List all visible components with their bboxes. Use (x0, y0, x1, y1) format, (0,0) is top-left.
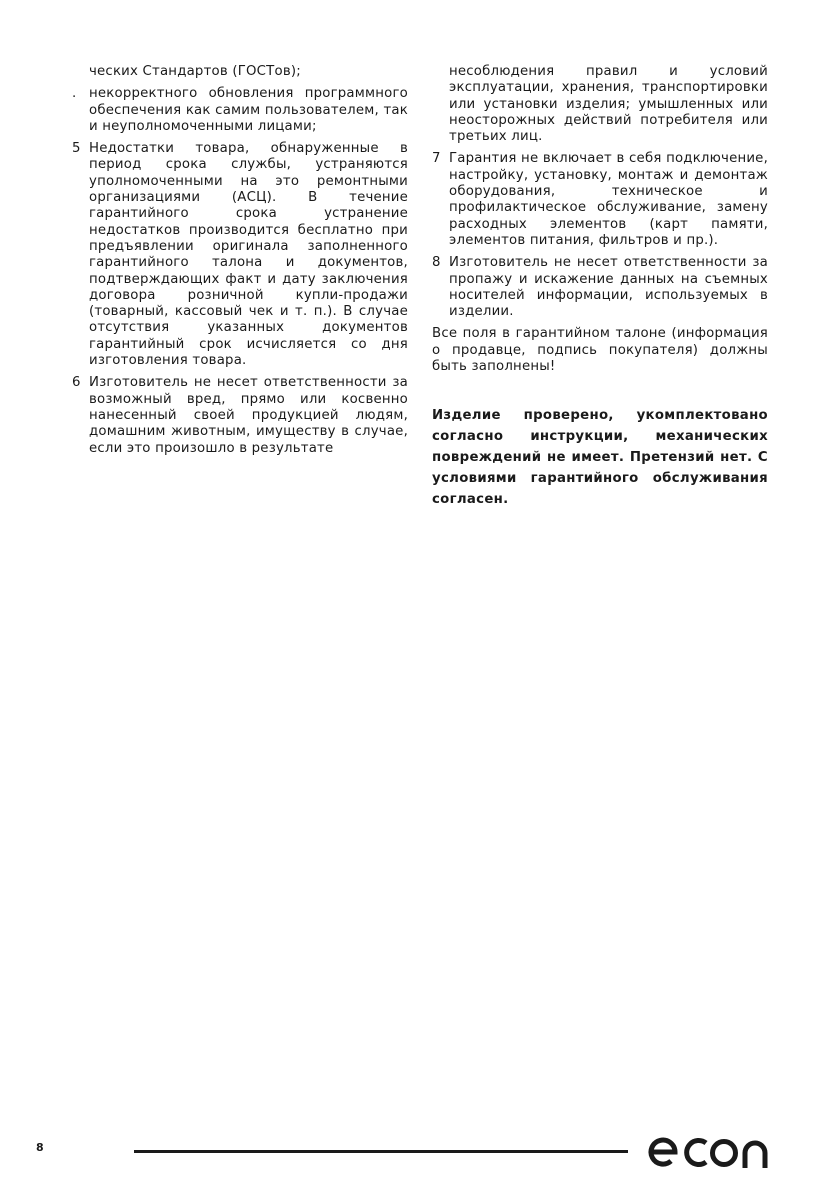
item-number: 7 (432, 151, 441, 167)
econ-logo (647, 1128, 769, 1170)
list-item-5 (72, 141, 408, 369)
acceptance-note: Изделие проверено, укомплектовано согласно инструкции, механических повреждений не имеет. Претензий нет. С условиями гарантийного обслуживания согласен. (432, 408, 768, 508)
fields-note: Все поля в гарантийном талоне (информация о продавце, подпись покупателя) должны быть заполнены! (432, 326, 768, 375)
item-text: Гарантия не включает в себя подключение, настройку, установку, монтаж и демонтаж оборудования, техническое и профилактическое обслуживание, замену расходных элементов (карт памяти, элементов питания, фильтров и пр.). (449, 151, 768, 248)
continued-paragraph: несоблюдения правил и условий эксплуатации, хранения, транспортировки или установки изделия; умышленных или неосторожных действий потребителя или третьих лиц. (449, 64, 768, 145)
continued-line: ческих Стандартов (ГОСТов); (89, 64, 301, 79)
list-item-7 (432, 151, 768, 249)
item-text: Изготовитель не несет ответственности за возможный вред, прямо или косвенно нанесенный своей продукцией людям, домашним животным, имуществу в случае, если это произошло в результате (89, 375, 408, 456)
bullet-marker: . (72, 86, 77, 102)
list-item-8 (432, 255, 768, 320)
footer-rule (134, 1150, 628, 1153)
item-text: Недостатки товара, обнаруженные в период срока службы, устраняются уполномоченными на это ремонтными организациями (АСЦ). В течение гарантийного срока устранение недостатков производится бесплатно при предъявлении оригинала заполненного гарантийного талона и документов, подтверждающих факт и дату заключения договора розничной купли-продажи (товарный, кассовый чек и т. п.). В случае отсутствия указанных документов гарантийный срок исчисляется со дня изготовления товара. (89, 141, 408, 369)
left-column (72, 64, 408, 457)
right-column (432, 64, 768, 524)
list-item-6 (72, 375, 408, 456)
item-number: 5 (72, 141, 81, 157)
item-number: 6 (72, 375, 81, 391)
bullet-text: некорректного обновления программного обеспечения как самим пользователем, так и неуполномоченными лицами; (89, 86, 408, 134)
list-item-bullet (72, 86, 408, 135)
page-number: 8 (36, 1141, 44, 1154)
item-number: 8 (432, 255, 441, 271)
item-text: Изготовитель не несет ответственности за пропажу и искажение данных на съемных носителей информации, используемых в изделии. (449, 255, 768, 320)
